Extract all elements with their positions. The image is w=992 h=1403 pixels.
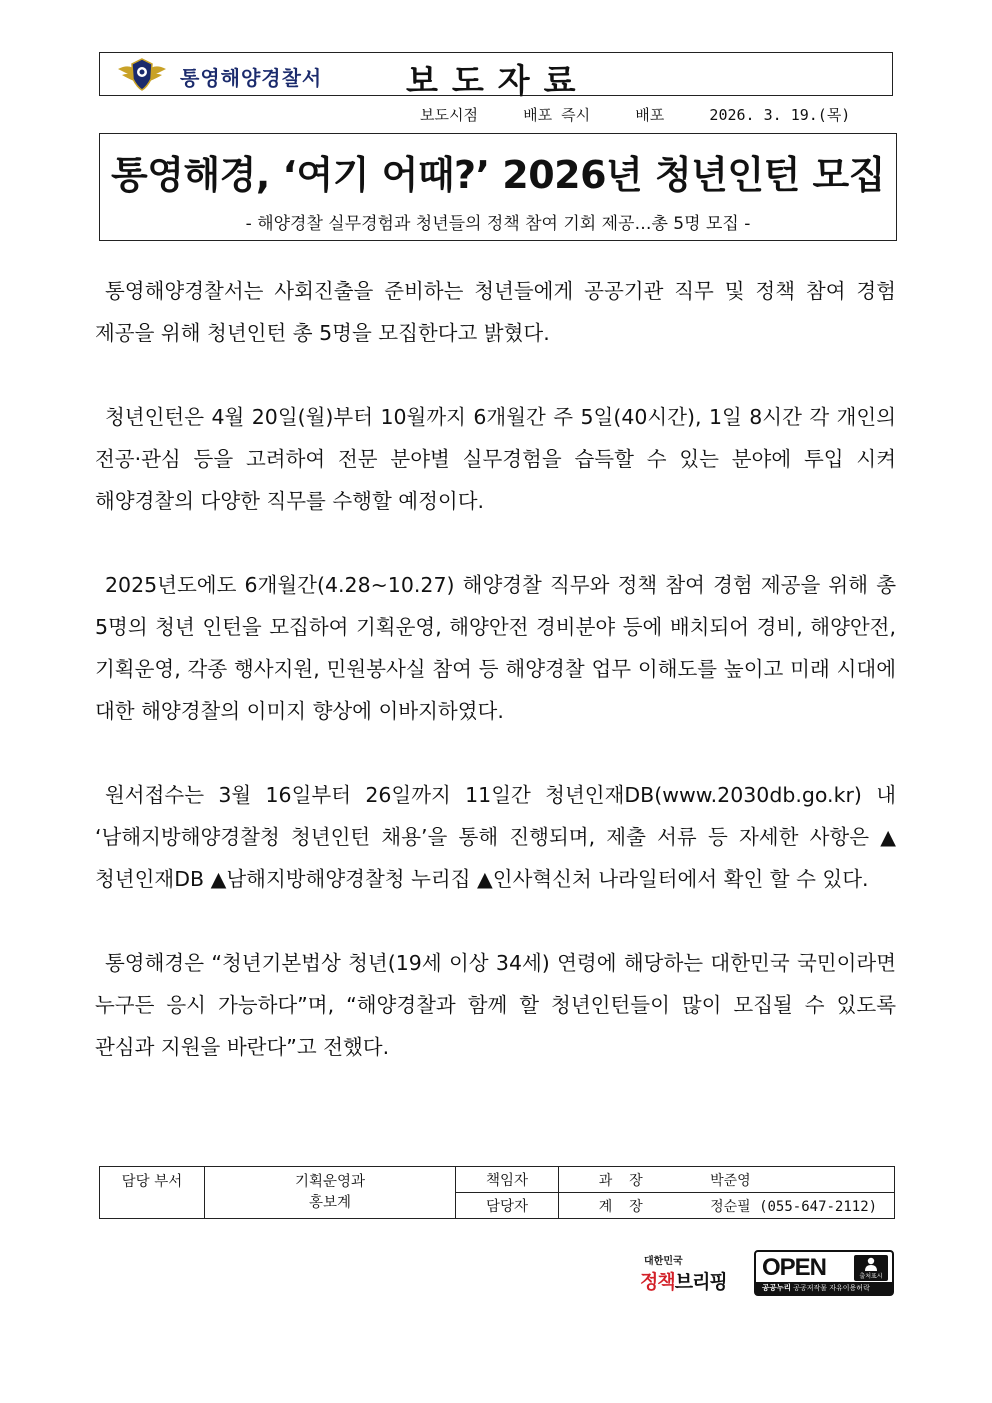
contact-table bbox=[99, 1166, 895, 1219]
kogl-open-logo bbox=[754, 1250, 894, 1296]
paragraph: 원서접수는 3월 16일부터 26일까지 11일간 청년인재DB(www.2030db.go.kr) 내 ‘남해지방해양경찰청 청년인턴 채용’을 통해 진행되며, 제출 서류 등 자세한 사항은 ▲청년인재DB ▲남해지방해양경찰청 누리집 ▲인사혁신처 나라일터에서 확인 할 수 있다. bbox=[95, 783, 896, 891]
brief-logo-small-text: 대한민국 bbox=[644, 1256, 683, 1267]
contact-person bbox=[559, 1193, 895, 1219]
contact-name: 박준영 bbox=[710, 1172, 751, 1189]
contact-position: 계 장 bbox=[598, 1198, 643, 1215]
org-name: 통영해양경찰서 bbox=[180, 66, 323, 90]
title-box bbox=[99, 133, 897, 241]
open-word: OPEN bbox=[762, 1254, 827, 1281]
document-type: 보도자료 bbox=[406, 61, 590, 100]
dept-line: 기획운영과 bbox=[294, 1173, 366, 1190]
contact-position: 과 장 bbox=[598, 1172, 643, 1189]
brief-logo-part: 브리핑 bbox=[674, 1271, 727, 1293]
contact-role: 책임자 bbox=[456, 1167, 559, 1193]
header-box bbox=[99, 52, 893, 100]
paragraph: 통영해경은 “청년기본법상 청년(19세 이상 34세) 연령에 해당하는 대한민국 국민이라면 누구든 응시 가능하다”며, “해양경찰과 함께 할 청년인턴들이 많이 모집될 수 있도록 관심과 지원을 바란다”고 전했다. bbox=[95, 951, 896, 1059]
dept-label: 담당 부서 bbox=[100, 1167, 205, 1219]
brief-logo-part: 정책 bbox=[640, 1271, 675, 1293]
attribution-badge-label: 출처표시 bbox=[859, 1273, 883, 1280]
coast-guard-emblem-icon bbox=[116, 55, 168, 93]
open-bar-text: 공공저작물 자유이용허락 bbox=[793, 1284, 870, 1292]
attribution-badge bbox=[854, 1255, 888, 1281]
release-date: 2026. 3. 19.(목) bbox=[709, 106, 851, 124]
paragraph: 통영해양경찰서는 사회진출을 준비하는 청년들에게 공공기관 직무 및 정책 참여 경험 제공을 위해 청년인턴 총 5명을 모집한다고 밝혔다. bbox=[95, 279, 896, 345]
release-label: 보도시점 bbox=[420, 106, 478, 124]
sub-headline: - 해양경찰 실무경험과 청년들의 정책 참여 기회 제공…총 5명 모집 - bbox=[245, 214, 751, 234]
brief-logo-text bbox=[640, 1267, 744, 1294]
contact-person bbox=[559, 1167, 895, 1193]
paragraph: 청년인턴은 4월 20일(월)부터 10월까지 6개월간 주 5일(40시간), 1일 8시간 각 개인의 전공·관심 등을 고려하여 전문 분야별 실무경험을 습득할 수 있는 분야에 투입 시켜 해양경찰의 다양한 직무를 수행할 예정이다. bbox=[95, 405, 896, 513]
policy-briefing-logo bbox=[640, 1252, 744, 1300]
article-body bbox=[95, 270, 896, 1110]
release-timing: 배포 즉시 bbox=[523, 106, 591, 124]
open-bar-title: 공공누리 bbox=[762, 1283, 791, 1292]
table-row bbox=[100, 1167, 895, 1193]
contact-name: 정순필 (055-647-2112) bbox=[710, 1198, 878, 1215]
contact-role: 담당자 bbox=[456, 1193, 559, 1219]
open-bar bbox=[756, 1282, 892, 1294]
paragraph: 2025년도에도 6개월간(4.28~10.27) 해양경찰 직무와 정책 참여 경험 제공을 위해 총 5명의 청년 인턴을 모집하여 기획운영, 해양안전 경비분야 등에 배치되어 경비, 해양안전, 기획운영, 각종 행사지원, 민원봉사실 참여 등 해양경찰 업무 이해도를 높이고 미래 시대에 대한 해양경찰의 이미지 향상에 이바지하였다. bbox=[95, 573, 896, 723]
dept-name bbox=[205, 1167, 456, 1219]
dept-line: 홍보계 bbox=[308, 1194, 352, 1211]
release-info bbox=[420, 104, 850, 125]
headline: 통영해경, ‘여기 어때?’ 2026년 청년인턴 모집 bbox=[111, 153, 885, 197]
distribution-label: 배포 bbox=[635, 106, 665, 124]
